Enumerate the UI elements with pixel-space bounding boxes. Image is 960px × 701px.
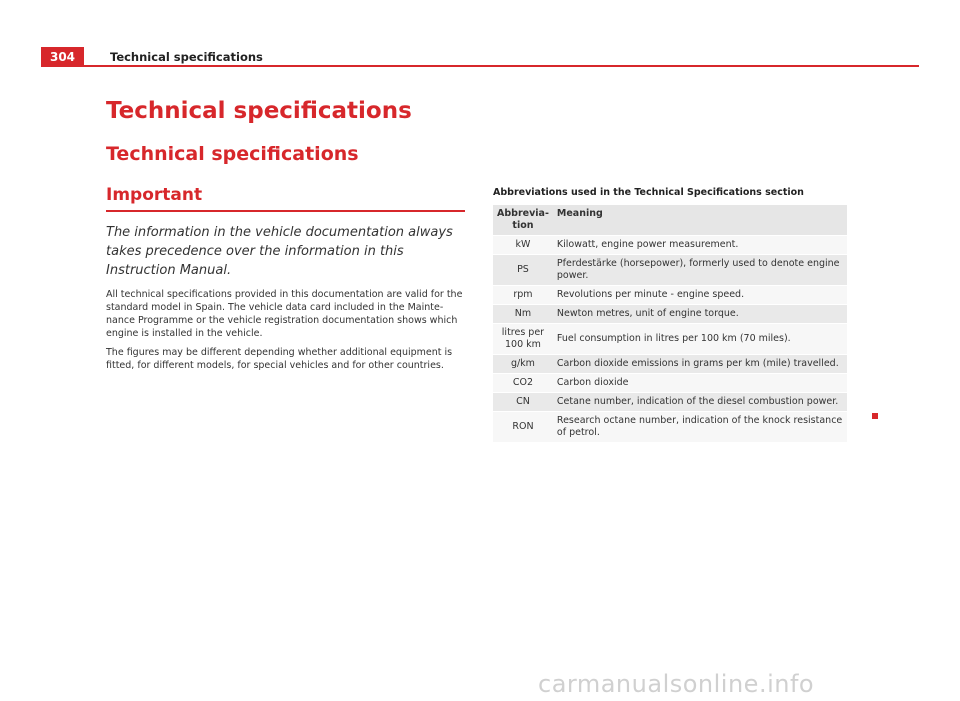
abbr-cell: CN [493, 393, 553, 411]
table-row [493, 412, 847, 442]
meaning-cell: Carbon dioxide [553, 374, 847, 392]
important-heading: Important [106, 185, 465, 212]
table-row [493, 355, 847, 373]
meaning-cell: Research octane number, indication of the knock resistance of petrol. [553, 412, 847, 442]
running-header-title: Technical specifications [110, 50, 263, 64]
header-rule [84, 65, 919, 67]
table-row [493, 255, 847, 285]
abbr-cell: g/km [493, 355, 553, 373]
table-row [493, 324, 847, 354]
abbr-cell: Nm [493, 305, 553, 323]
abbr-cell: rpm [493, 286, 553, 304]
meaning-cell: Revolutions per minute - engine speed. [553, 286, 847, 304]
abbr-cell: kW [493, 236, 553, 254]
column-header-meaning: Meaning [553, 205, 847, 235]
meaning-cell: Fuel consumption in litres per 100 km (70 miles). [553, 324, 847, 354]
table-caption: Abbreviations used in the Technical Specifications section [493, 187, 804, 198]
watermark-text: carmanualsonline.info [538, 670, 815, 698]
meaning-cell: Kilowatt, engine power measurement. [553, 236, 847, 254]
left-column [106, 185, 465, 378]
intro-paragraph: The information in the vehicle documentation always takes precedence over the information in this Instruction Manual. [106, 225, 453, 278]
table-row [493, 393, 847, 411]
table-row [493, 305, 847, 323]
table-row [493, 286, 847, 304]
meaning-cell: Cetane number, indication of the diesel combustion power. [553, 393, 847, 411]
abbr-cell: CO2 [493, 374, 553, 392]
section-end-marker [872, 413, 878, 419]
table-row [493, 374, 847, 392]
section-title: Technical specifications [106, 143, 359, 165]
abbreviations-table [493, 204, 847, 443]
table-row [493, 236, 847, 254]
table-header-row [493, 205, 847, 235]
abbr-cell: litres per 100 km [493, 324, 553, 354]
meaning-cell: Carbon dioxide emissions in grams per km (mile) travelled. [553, 355, 847, 373]
abbr-cell: RON [493, 412, 553, 442]
body-paragraph-2: The figures may be different depending whether additional equipment is fitted, for different models, for special vehicles and for other countries. [106, 347, 453, 371]
column-header-abbreviation: Abbreviation [493, 205, 553, 235]
page-number-badge: 304 [41, 47, 84, 67]
body-paragraph-1: All technical specifications provided in this documentation are valid for the standard model in Spain. The vehicle data card included in the Maintenance Programme or the vehicle registration documentation shows which engine is installed in the vehicle. [106, 289, 463, 339]
abbr-cell: PS [493, 255, 553, 285]
page-title: Technical specifications [106, 98, 412, 124]
meaning-cell: Pferdestärke (horsepower), formerly used to denote engine power. [553, 255, 847, 285]
meaning-cell: Newton metres, unit of engine torque. [553, 305, 847, 323]
right-column [493, 187, 847, 443]
